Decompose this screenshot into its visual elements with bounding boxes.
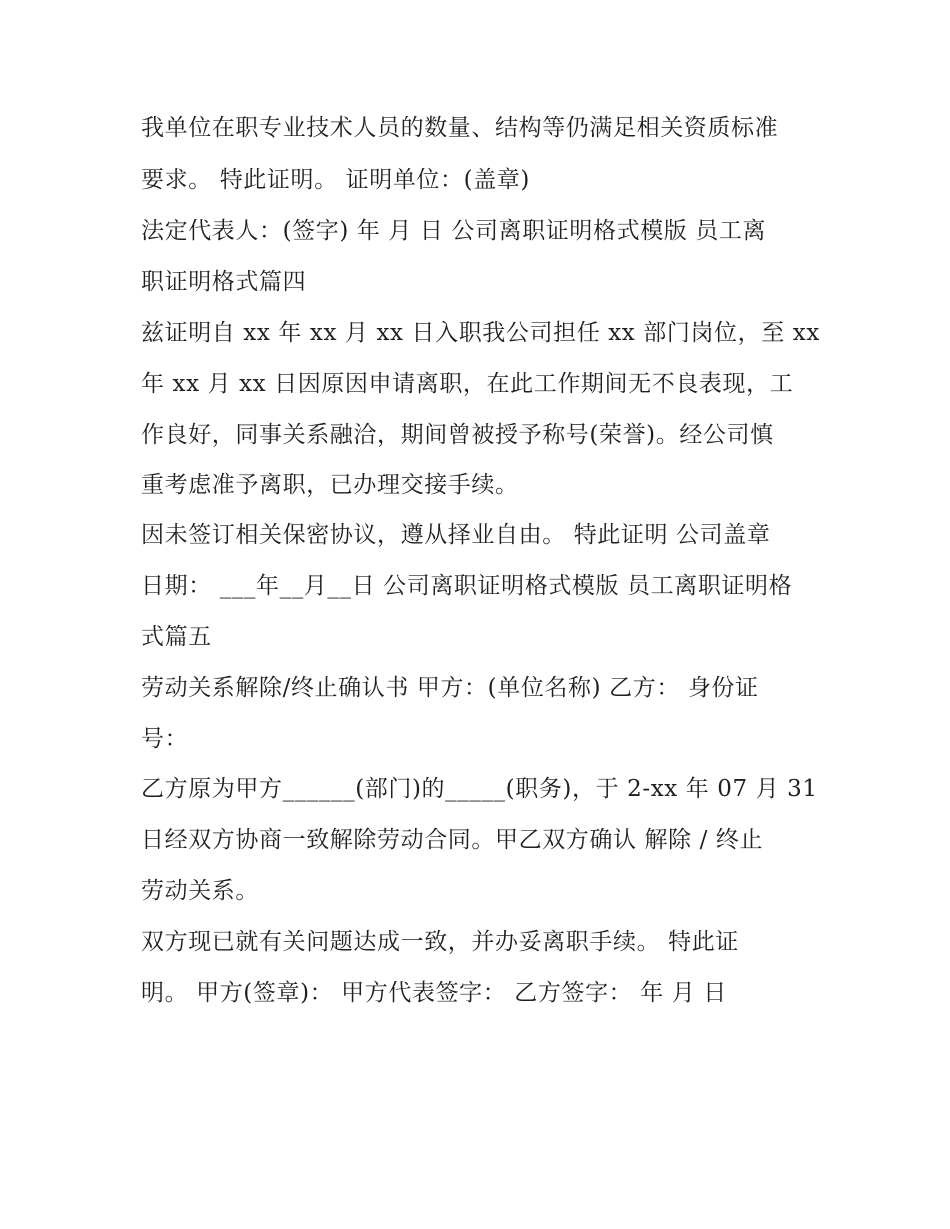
text-line: 日期： ___年__月__日 公司离职证明格式模版 员工离职证明格 <box>141 573 793 599</box>
text-line: 日经双方协商一致解除劳动合同。甲乙双方确认 解除 / 终止 <box>141 827 764 853</box>
text-line: 职证明格式篇四 <box>141 269 307 295</box>
text-line: 作良好，同事关系融洽，期间曾被授予称号(荣誉)。经公司慎 <box>141 422 774 448</box>
text-line: 式篇五 <box>141 624 212 650</box>
text-line: 重考虑准予离职，已办理交接手续。 <box>141 472 519 498</box>
text-line: 年 xx 月 xx 日因原因申请离职，在此工作期间无不良表现，工 <box>141 371 794 397</box>
text-line: 要求。 特此证明。 证明单位：(盖章) <box>141 167 530 193</box>
text-line: 法定代表人：(签字) 年 月 日 公司离职证明格式模版 员工离 <box>141 218 767 244</box>
text-line: 号： <box>141 726 189 752</box>
text-line: 乙方原为甲方______(部门)的_____(职务)，于 2-xx 年 07 月 31 <box>141 776 818 802</box>
text-line: 劳动关系解除/终止确认书 甲方：(单位名称) 乙方： 身份证 <box>141 675 759 701</box>
text-line: 双方现已就有关问题达成一致，并办妥离职手续。 特此证 <box>141 929 739 955</box>
text-line: 劳动关系。 <box>141 878 259 904</box>
text-line: 兹证明自 xx 年 xx 月 xx 日入职我公司担任 xx 部门岗位，至 xx <box>141 320 820 346</box>
text-line: 明。 甲方(签章)： 甲方代表签字： 乙方签字： 年 月 日 <box>141 980 727 1006</box>
text-line: 因未签订相关保密协议，遵从择业自由。 特此证明 公司盖章 <box>141 522 771 548</box>
text-line: 我单位在职专业技术人员的数量、结构等仍满足相关资质标准 <box>141 115 779 141</box>
